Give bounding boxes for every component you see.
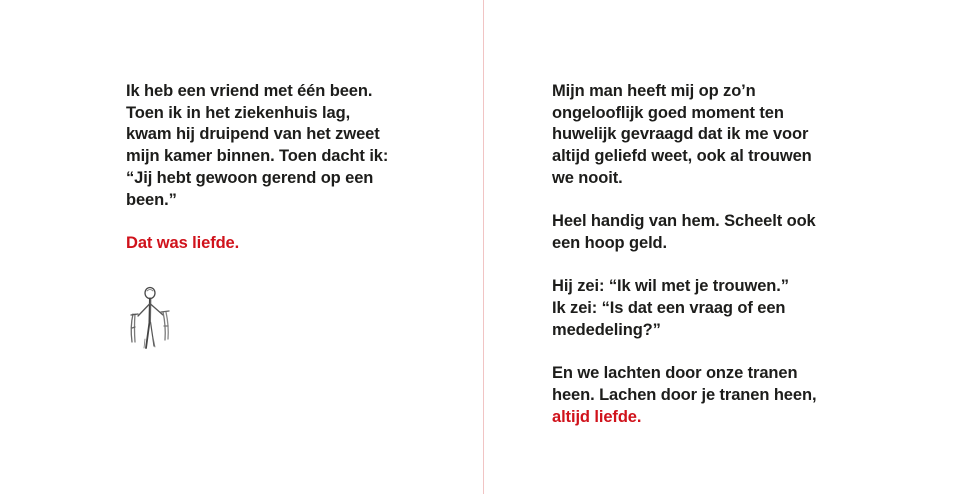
left-page-text — [126, 81, 426, 276]
page-gutter-divider — [483, 0, 484, 494]
left-paragraph-1 — [126, 81, 426, 211]
text-line: Ik heb een vriend met één been. — [126, 82, 373, 100]
text-line: Mijn man heeft mij op zo’n — [552, 82, 756, 100]
text-line: mededeling?” — [552, 320, 661, 339]
text-line: En we lachten door onze tranen — [552, 364, 798, 383]
text-line: kwam hij druipend van het zweet — [126, 125, 380, 144]
right-page-text — [552, 81, 852, 450]
right-paragraph-3 — [552, 276, 852, 341]
right-paragraph-4 — [552, 363, 852, 428]
text-line: Toen ik in het ziekenhuis lag, — [126, 103, 351, 122]
left-closing-line — [126, 233, 426, 255]
text-line: altijd geliefd weet, ook al trouwen — [552, 147, 812, 166]
text-line: Ik zei: “Is dat een vraag of een — [552, 299, 786, 317]
right-paragraph-1 — [552, 81, 852, 190]
text-line: we nooit. — [552, 168, 623, 187]
text-line: heen. Lachen door je tranen heen, — [552, 385, 817, 404]
text-line: been.” — [126, 190, 177, 209]
right-paragraph-2 — [552, 211, 852, 254]
closing-highlight: altijd liefde. — [552, 407, 642, 426]
stick-figure-crutches-illustration — [126, 282, 178, 352]
closing-highlight: Dat was liefde. — [126, 233, 240, 252]
text-line: Hij zei: “Ik wil met je trouwen.” — [552, 277, 789, 296]
text-line: huwelijk gevraagd dat ik me voor — [552, 125, 809, 144]
text-line: “Jij hebt gewoon gerend op een — [126, 168, 374, 187]
text-line: een hoop geld. — [552, 233, 668, 252]
text-line: Heel handig van hem. Scheelt ook — [552, 212, 816, 231]
text-line: mijn kamer binnen. Toen dacht ik: — [126, 147, 389, 166]
text-line: ongelooflijk goed moment ten — [552, 103, 784, 122]
